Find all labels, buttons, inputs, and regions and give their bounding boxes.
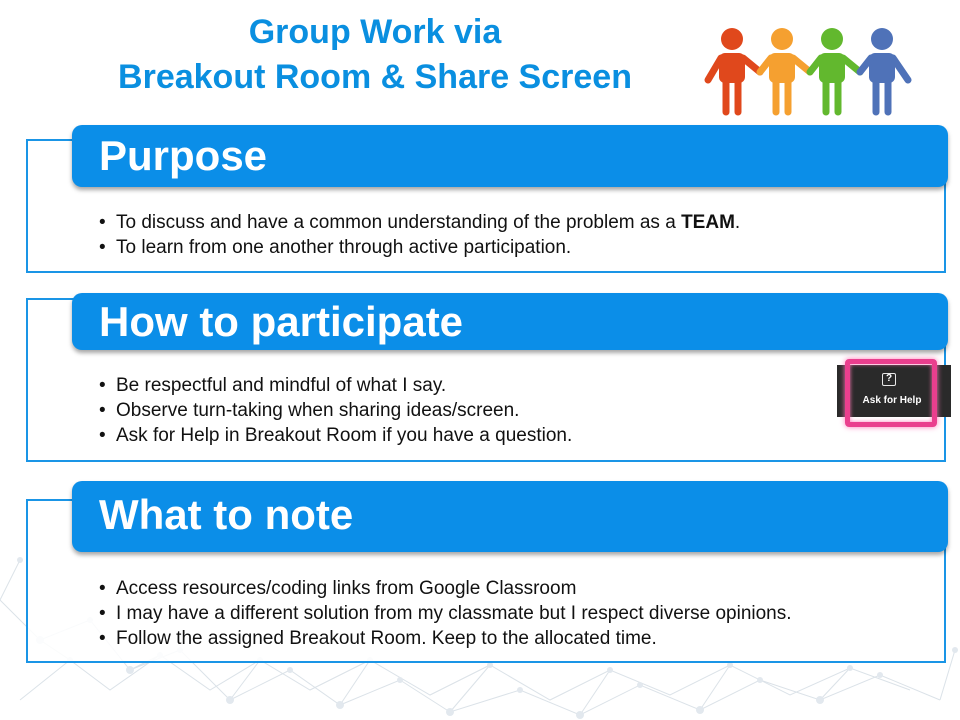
section-note-heading: What to note [72,481,948,552]
ask-for-help-screenshot [837,359,947,429]
bullet-item: • I may have a different solution from my classmate but I respect diverse opinions. [99,601,792,626]
section-participate-heading: How to participate [72,293,948,350]
highlight-box [845,359,937,427]
person-figure-red [708,28,760,112]
bullet-item: • Follow the assigned Breakout Room. Keep to the allocated time. [99,626,792,651]
slide-title-line-2: Breakout Room & Share Screen [118,58,632,96]
bullet-item: • Access resources/coding links from Google Classroom [99,576,792,601]
person-figure-green [810,28,860,112]
bullet-item: • Observe turn-taking when sharing ideas/screen. [99,398,572,423]
section-purpose-heading: Purpose [72,125,948,187]
bullet-item: • To learn from one another through active participation. [99,235,740,260]
bullet-item: • Ask for Help in Breakout Room if you have a question. [99,423,572,448]
people-holding-hands-icon [702,24,916,116]
section-participate-bullets [99,373,572,448]
section-purpose-bullets [99,210,740,260]
person-figure-blue [860,28,908,112]
ask-for-help-label: Ask for Help [862,395,922,406]
section-note-bullets [99,576,792,651]
slide-title-line-1: Group Work via [248,13,502,51]
person-figure-orange [760,28,810,112]
question-mark-icon: ? [882,373,896,386]
bullet-item: • To discuss and have a common understanding of the problem as a TEAM. [99,210,740,235]
bullet-item: • Be respectful and mindful of what I say. [99,373,572,398]
